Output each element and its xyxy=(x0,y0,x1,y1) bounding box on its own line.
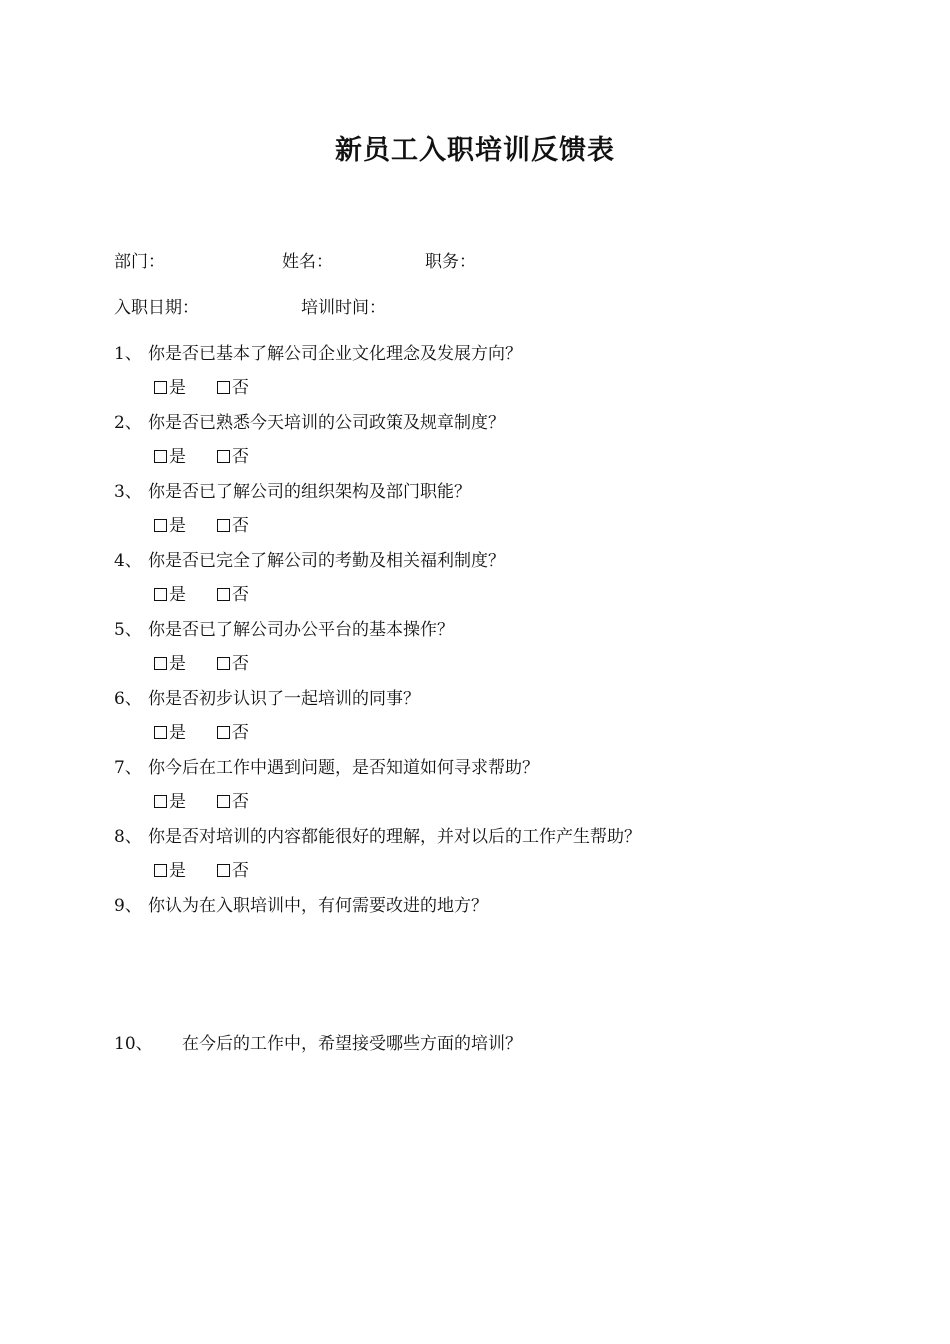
checkbox-icon xyxy=(217,864,230,877)
question-4 xyxy=(114,550,505,572)
question-text: 你是否已了解公司的组织架构及部门职能？ xyxy=(148,482,471,502)
question-text: 你是否已基本了解公司企业文化理念及发展方向？ xyxy=(148,344,522,364)
question-8-options xyxy=(153,860,249,882)
checkbox-icon xyxy=(217,588,230,601)
question-number: 1、 xyxy=(114,344,142,364)
question-9 xyxy=(114,895,488,917)
question-number: 8、 xyxy=(114,827,142,847)
question-10 xyxy=(114,1033,522,1055)
checkbox-icon xyxy=(154,450,167,463)
question-6-options xyxy=(153,722,249,744)
no-label: 否 xyxy=(232,654,249,674)
question-1-options xyxy=(153,377,249,399)
question-5-options xyxy=(153,653,249,675)
checkbox-icon xyxy=(154,726,167,739)
question-text: 你认为在入职培训中，有何需要改进的地方？ xyxy=(148,896,488,916)
question-text: 你是否已熟悉今天培训的公司政策及规章制度？ xyxy=(148,413,505,433)
question-text: 在今后的工作中，希望接受哪些方面的培训？ xyxy=(182,1034,522,1054)
checkbox-icon xyxy=(154,657,167,670)
yes-checkbox[interactable] xyxy=(153,860,186,882)
checkbox-icon xyxy=(217,519,230,532)
no-checkbox[interactable] xyxy=(216,791,249,813)
hire-date-field-label: 入职日期： xyxy=(114,298,199,318)
question-7 xyxy=(114,757,539,779)
no-checkbox[interactable] xyxy=(216,584,249,606)
checkbox-icon xyxy=(217,657,230,670)
no-label: 否 xyxy=(232,792,249,812)
yes-label: 是 xyxy=(169,585,186,605)
no-label: 否 xyxy=(232,585,249,605)
question-number: 9、 xyxy=(114,896,142,916)
yes-label: 是 xyxy=(169,723,186,743)
yes-checkbox[interactable] xyxy=(153,515,186,537)
yes-checkbox[interactable] xyxy=(153,791,186,813)
question-3-options xyxy=(153,515,249,537)
checkbox-icon xyxy=(154,519,167,532)
no-label: 否 xyxy=(232,378,249,398)
department-field-label: 部门： xyxy=(114,252,165,272)
no-checkbox[interactable] xyxy=(216,653,249,675)
question-6 xyxy=(114,688,420,710)
question-number: 6、 xyxy=(114,689,142,709)
yes-label: 是 xyxy=(169,516,186,536)
training-time-field-label: 培训时间： xyxy=(301,298,386,318)
yes-checkbox[interactable] xyxy=(153,377,186,399)
no-label: 否 xyxy=(232,861,249,881)
no-checkbox[interactable] xyxy=(216,446,249,468)
no-checkbox[interactable] xyxy=(216,860,249,882)
question-2-options xyxy=(153,446,249,468)
question-text: 你是否已完全了解公司的考勤及相关福利制度？ xyxy=(148,551,505,571)
no-checkbox[interactable] xyxy=(216,515,249,537)
question-text: 你是否初步认识了一起培训的同事？ xyxy=(148,689,420,709)
yes-checkbox[interactable] xyxy=(153,722,186,744)
checkbox-icon xyxy=(154,588,167,601)
question-1 xyxy=(114,343,522,365)
question-5 xyxy=(114,619,454,641)
question-text: 你今后在工作中遇到问题，是否知道如何寻求帮助？ xyxy=(148,758,539,778)
question-number: 3、 xyxy=(114,482,142,502)
question-7-options xyxy=(153,791,249,813)
checkbox-icon xyxy=(154,381,167,394)
question-number: 5、 xyxy=(114,620,142,640)
checkbox-icon xyxy=(217,381,230,394)
yes-label: 是 xyxy=(169,378,186,398)
question-text: 你是否对培训的内容都能很好的理解，并对以后的工作产生帮助？ xyxy=(148,827,641,847)
question-number: 7、 xyxy=(114,758,142,778)
yes-label: 是 xyxy=(169,654,186,674)
question-3 xyxy=(114,481,471,503)
yes-checkbox[interactable] xyxy=(153,653,186,675)
yes-label: 是 xyxy=(169,861,186,881)
form-title: 新员工入职培训反馈表 xyxy=(335,135,615,166)
question-text: 你是否已了解公司办公平台的基本操作？ xyxy=(148,620,454,640)
yes-checkbox[interactable] xyxy=(153,446,186,468)
checkbox-icon xyxy=(154,864,167,877)
checkbox-icon xyxy=(217,726,230,739)
no-checkbox[interactable] xyxy=(216,377,249,399)
name-field-label: 姓名： xyxy=(282,252,333,272)
yes-label: 是 xyxy=(169,792,186,812)
position-field-label: 职务： xyxy=(425,252,476,272)
yes-checkbox[interactable] xyxy=(153,584,186,606)
checkbox-icon xyxy=(154,795,167,808)
question-number: 2、 xyxy=(114,413,142,433)
no-label: 否 xyxy=(232,723,249,743)
question-2 xyxy=(114,412,505,434)
question-8 xyxy=(114,826,641,848)
no-label: 否 xyxy=(232,447,249,467)
question-number: 10、 xyxy=(114,1034,153,1054)
yes-label: 是 xyxy=(169,447,186,467)
checkbox-icon xyxy=(217,795,230,808)
question-4-options xyxy=(153,584,249,606)
no-checkbox[interactable] xyxy=(216,722,249,744)
checkbox-icon xyxy=(217,450,230,463)
no-label: 否 xyxy=(232,516,249,536)
question-number: 4、 xyxy=(114,551,142,571)
